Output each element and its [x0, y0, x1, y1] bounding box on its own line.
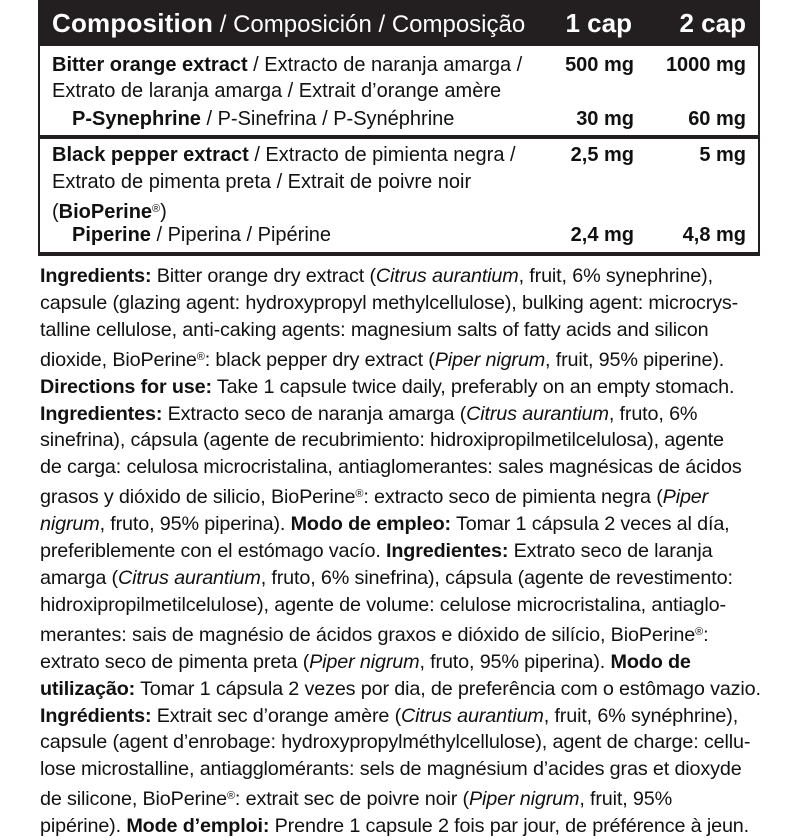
column-2-cap: 2 cap: [679, 8, 746, 38]
table-bottom-border: [38, 252, 760, 256]
table-row-synephrine: [38, 106, 760, 132]
ingredients-text: [40, 263, 761, 840]
text-line: grasos y dióxido de silicio, BioPerine®: extracto seco de pimienta negra (Piper: [40, 486, 709, 509]
text-line: talline cellulose, anti-caking agents: magnesium salts of fatty acids and silicon: [40, 318, 709, 341]
bitter-orange-1cap: 500 mg: [565, 54, 634, 76]
text-line: de carga: celulosa microcristalina, antiaglomerantes: sales magnésicas de ácidos: [40, 456, 742, 479]
composition-title: Composition / Composición / Composição: [52, 8, 526, 38]
table-row-piperine: [38, 222, 760, 248]
text-line: extrato seco de pimenta preta (Piper nigrum, fruto, 95% piperina). Modo de: [40, 650, 691, 673]
black-pepper-2cap: 5 mg: [699, 144, 746, 166]
text-line: capsule (agent d’enrobage: hydroxypropylméthylcellulose), agent de charge: cellu-: [40, 731, 751, 754]
synephrine-name: P-Synephrine / P-Sinefrina / P-Synéphrine: [72, 108, 455, 130]
text-line: dioxide, BioPerine®: black pepper dry extract (Piper nigrum, fruit, 95% piperine).: [40, 348, 725, 371]
synephrine-1cap: 30 mg: [576, 108, 634, 130]
text-line: Ingrédients: Extrait sec d’orange amère (Citrus aurantium, fruit, 6% synéphrine),: [40, 704, 739, 727]
bitter-orange-2cap: 1000 mg: [665, 54, 746, 76]
column-1-cap: 1 cap: [565, 8, 632, 38]
table-divider: [38, 135, 760, 139]
text-line: capsule (glazing agent: hydroxypropyl methylcellulose), bulking agent: microcrys-: [40, 291, 739, 314]
text-line: Ingredients: Bitter orange dry extract (Citrus aurantium, fruit, 6% synephrine),: [40, 265, 713, 287]
table-row-black-pepper: [38, 142, 760, 222]
text-line: sinefrina), cápsula (agente de recubrimiento: hidroxipropilmetilcelulosa), agente: [40, 429, 724, 452]
black-pepper-1cap: 2,5 mg: [570, 144, 634, 166]
bitter-orange-name-line1: Bitter orange extract / Extracto de naranja amarga /: [52, 54, 523, 76]
text-line: merantes: sais de magnésio de ácidos graxos e dióxido de silício, BioPerine®:: [40, 623, 709, 646]
black-pepper-name-line2: Extrato de pimenta preta / Extrait de poivre noir: [52, 171, 472, 193]
piperine-2cap: 4,8 mg: [682, 224, 746, 246]
piperine-1cap: 2,4 mg: [570, 224, 634, 246]
text-line: amarga (Citrus aurantium, fruto, 6% sinefrina), cápsula (agente de revestimento:: [40, 566, 733, 589]
composition-header: [38, 0, 760, 46]
synephrine-2cap: 60 mg: [688, 108, 746, 130]
black-pepper-name-line1: Black pepper extract / Extracto de pimienta negra /: [52, 144, 516, 166]
text-line: Ingredientes: Extracto seco de naranja amarga (Citrus aurantium, fruto, 6%: [40, 402, 698, 425]
text-line: hidroxipropilmetilcelulose), agente de volume: celulose microcristalina, antiaglo-: [40, 593, 726, 616]
text-line: pipérine). Mode d’emploi: Prendre 1 capsule 2 fois par jour, de préférence à jeun.: [40, 815, 749, 838]
text-line: nigrum, fruto, 95% piperina). Modo de empleo: Tomar 1 cápsula 2 veces al día,: [40, 513, 730, 536]
text-line: lose microstalline, antiagglomérants: sels de magnésium d’acides gras et dioxyde: [40, 758, 742, 781]
text-line: Directions for use: Take 1 capsule twice daily, preferably on an empty stomach.: [40, 375, 735, 398]
black-pepper-name-line3: (BioPerine®): [52, 201, 167, 223]
text-line: de silicone, BioPerine®: extrait sec de poivre noir (Piper nigrum, fruit, 95%: [40, 788, 673, 811]
piperine-name: Piperine / Piperina / Pipérine: [72, 224, 332, 246]
bitter-orange-name-line2: Extrato de laranja amarga / Extrait d’orange amère: [52, 80, 502, 102]
text-line: preferiblemente con el estómago vacío. Ingredientes: Extrato seco de laranja: [40, 540, 713, 563]
text-line: utilização: Tomar 1 cápsula 2 vezes por dia, de preferência com o estômago vazio.: [40, 677, 761, 700]
